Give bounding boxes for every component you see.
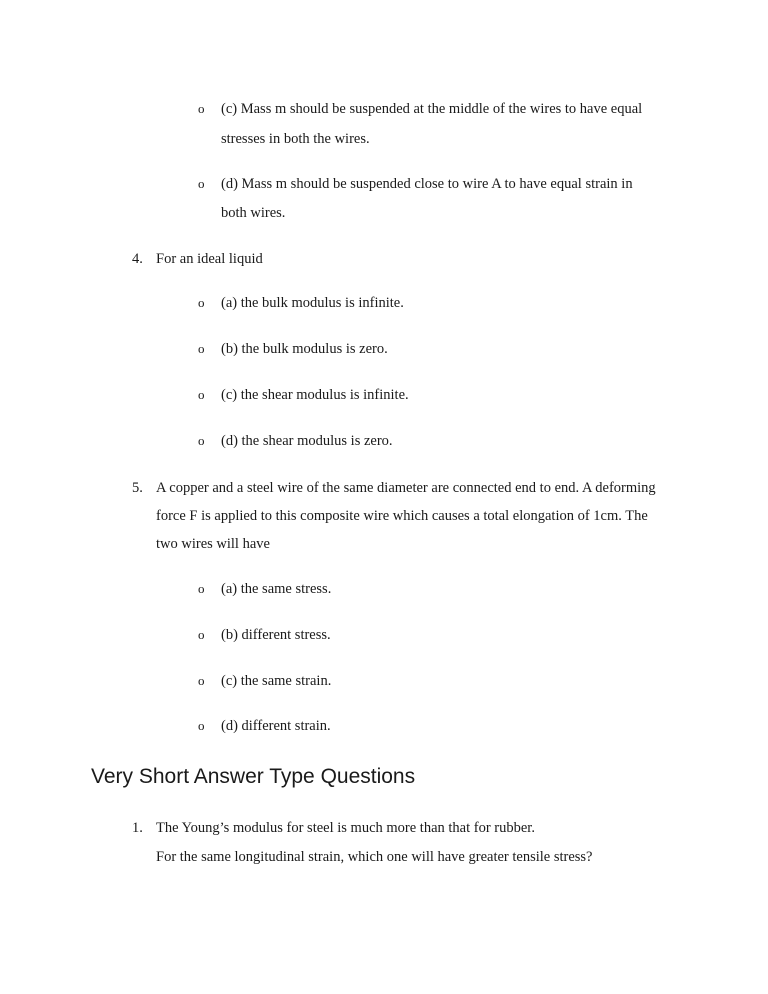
q5-option-c: (c) the same strain. bbox=[221, 673, 332, 689]
option-bullet: o bbox=[198, 176, 205, 191]
option-c-line-2: stresses in both the wires. bbox=[221, 131, 370, 147]
question-number: 5. bbox=[132, 480, 143, 496]
option-bullet: o bbox=[198, 101, 205, 116]
question-5-line-1: A copper and a steel wire of the same diameter are connected end to end. A deforming bbox=[156, 480, 656, 496]
q5-option-a: (a) the same stress. bbox=[221, 581, 332, 597]
option-c-line-1: (c) Mass m should be suspended at the middle of the wires to have equal bbox=[221, 101, 643, 117]
option-bullet: o bbox=[198, 341, 205, 356]
option-bullet: o bbox=[198, 581, 205, 596]
option-bullet: o bbox=[198, 673, 205, 688]
section-heading: Very Short Answer Type Questions bbox=[91, 765, 416, 788]
option-bullet: o bbox=[198, 718, 205, 733]
q4-option-d: (d) the shear modulus is zero. bbox=[221, 433, 393, 449]
option-d-line-2: both wires. bbox=[221, 205, 286, 221]
vsa-question-1-line-1: The Young’s modulus for steel is much more than that for rubber. bbox=[156, 820, 535, 836]
question-4-text: For an ideal liquid bbox=[156, 251, 263, 267]
q4-option-b: (b) the bulk modulus is zero. bbox=[221, 341, 388, 357]
question-number: 4. bbox=[132, 251, 143, 267]
option-bullet: o bbox=[198, 433, 205, 448]
question-5-line-3: two wires will have bbox=[156, 536, 270, 552]
question-number: 1. bbox=[132, 820, 143, 836]
q5-option-d: (d) different strain. bbox=[221, 718, 331, 734]
q4-option-c: (c) the shear modulus is infinite. bbox=[221, 387, 409, 403]
option-bullet: o bbox=[198, 627, 205, 642]
option-bullet: o bbox=[198, 387, 205, 402]
option-bullet: o bbox=[198, 295, 205, 310]
vsa-question-1-line-2: For the same longitudinal strain, which one will have greater tensile stress? bbox=[156, 849, 593, 865]
question-5-line-2: force F is applied to this composite wire which causes a total elongation of 1cm. The bbox=[156, 508, 648, 524]
q5-option-b: (b) different stress. bbox=[221, 627, 331, 643]
option-d-line-1: (d) Mass m should be suspended close to wire A to have equal strain in bbox=[221, 176, 633, 192]
q4-option-a: (a) the bulk modulus is infinite. bbox=[221, 295, 404, 311]
